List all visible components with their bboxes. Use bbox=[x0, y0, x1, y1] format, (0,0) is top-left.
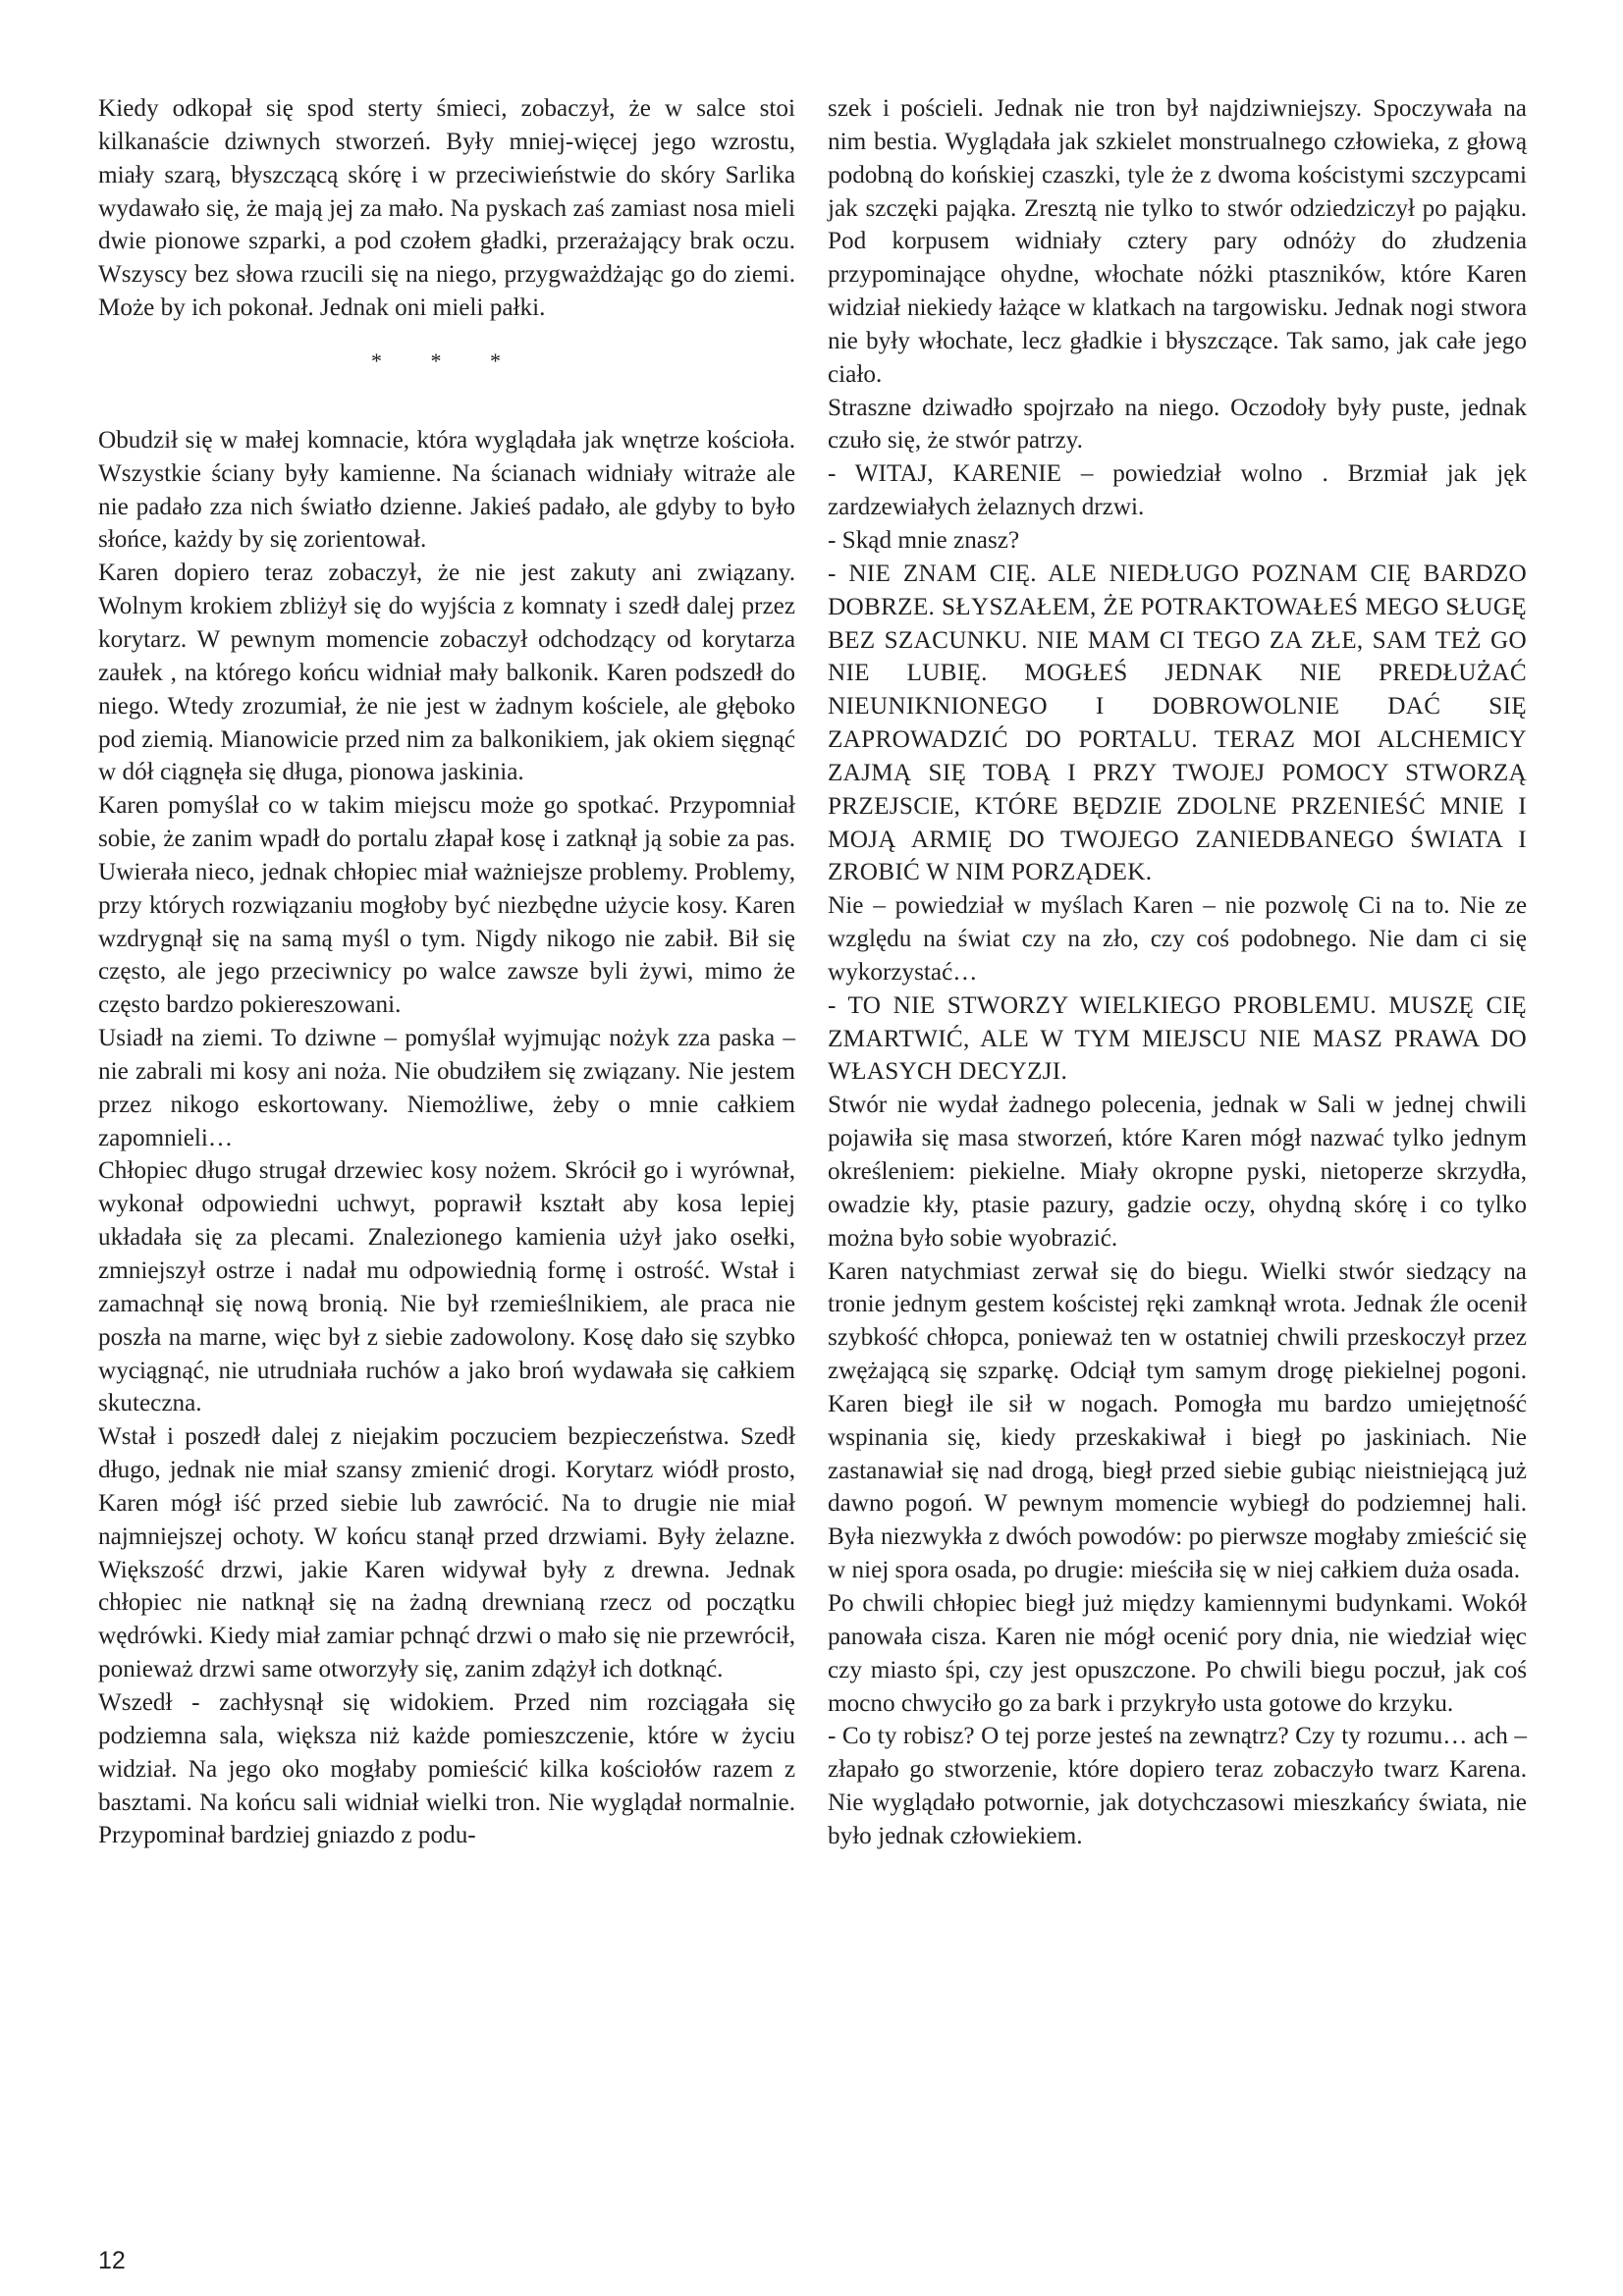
dialogue-line: - Skąd mnie znasz? bbox=[828, 526, 1020, 554]
paragraph: Chłopiec długo strugał drzewiec kosy nożem. Skrócił go i wyrównał, wykonał odpowiedni uchwyt, poprawił kształt aby kosa lepiej układała się za plecami. Znalezionego kamienia użył jako osełki, zmniejszył ostrze i nadał mu odpowiednią formę i ostrość. Wstał i zamachnął się nową bronią. Nie był rzemieślnikiem, ale praca nie poszła na marne, więc był z siebie zadowolony. Kosę dało się szybko wyciągnąć, nie utrudniała ruchów a jako broń wydawała się całkiem skuteczna. bbox=[98, 1157, 795, 1417]
dialogue-line: - Co ty robisz? O tej porze jesteś na zewnątrz? Czy ty rozumu… ach – złapało go stworzenie, które dopiero teraz zobaczyło twarz Karena. Nie wyglądało potwornie, jak dotychczasowi mieszkańcy świata, nie było jednak człowiekiem. bbox=[828, 1723, 1527, 1849]
paragraph: Obudził się w małej komnacie, która wyglądała jak wnętrze kościoła. Wszystkie ściany były kamienne. Na ścianach widniały witraże ale nie padało zza nich światło dzienne. Jakieś padało, ale gdyby to było słońce, każdy by się zorientował. bbox=[98, 426, 795, 554]
right-text-column bbox=[828, 92, 1527, 1853]
paragraph: Karen dopiero teraz zobaczył, że nie jest zakuty ani związany. Wolnym krokiem zbliżył się do wyjścia z komnaty i szedł dalej przez korytarz. W pewnym momencie zobaczył odchodzący od korytarza zaułek , na którego końcu widniał mały balkonik. Karen podszedł do niego. Wtedy zrozumiał, że nie jest w żadnym kościele, ale głęboko pod ziemią. Mianowicie przed nim za balkonikiem, jak okiem sięgnąć w dół ciągnęła się długa, pionowa jaskinia. bbox=[98, 560, 795, 786]
dialogue-line: - WITAJ, KARENIE – powiedział wolno . Brzmiał jak jęk zardzewiałych żelaznych drzwi. bbox=[828, 460, 1527, 521]
paragraph: Karen pomyślał co w takim miejscu może go spotkać. Przypomniał sobie, że zanim wpadł do portalu złapał kosę i zatknął ją sobie za pas. Uwierała nieco, jednak chłopiec miał ważniejsze problemy. Problemy, przy których rozwiązaniu mogłoby być niezbędne użycie kosy. Karen wzdrygnął się na samą myśl o tym. Nigdy nikogo nie zabił. Bił się często, ale jego przeciwnicy po walce zawsze byli żywi, mimo że często bardzo pokiereszowani. bbox=[98, 792, 795, 1019]
section-separator: * * * bbox=[371, 347, 522, 373]
paragraph: szek i pościeli. Jednak nie tron był najdziwniejszy. Spoczywała na nim bestia. Wyglądała jak szkielet monstrualnego człowieka, z głową podobną do końskiej czaszki, tyle że z dwoma kościstymi szczypcami jak szczęki pająka. Zresztą nie tylko to stwór odziedziczył po pająku. Pod korpusem widniały cztery pary odnóży do złudzenia przypominające ohydne, włochate nóżki ptaszników, które Karen widział niekiedy łażące w klatkach na targowisku. Jednak nogi stwora nie były włochate, lecz gładkie i błyszczące. Tak samo, jak całe jego ciało. bbox=[828, 95, 1527, 388]
paragraph: Wszedł - zachłysnął się widokiem. Przed nim rozciągała się podziemna sala, większa niż każde pomieszczenie, które w życiu widział. Na jego oko mogłaby pomieścić kilka kościołów razem z basztami. Na końcu sali widniał wielki tron. Nie wyglądał normalnie. Przypominał bardziej gniazdo z podu- bbox=[98, 1688, 795, 1849]
paragraph: Kiedy odkopał się spod sterty śmieci, zobaczył, że w salce stoi kilkanaście dziwnych stworzeń. Były mniej-więcej jego wzrostu, miały szarą, błyszczącą skórę i w przeciwieństwie do skóry Sarlika wydawało się, że mają jej za mało. Na pyskach zaś zamiast nosa mieli dwie pionowe szparki, a pod czołem gładki, przerażający brak oczu. Wszyscy bez słowa rzucili się na niego, przygważdżając go do ziemi. Może by ich pokonał. Jednak oni mieli pałki. bbox=[98, 95, 795, 322]
paragraph: Usiadł na ziemi. To dziwne – pomyślał wyjmując nożyk zza paska – nie zabrali mi kosy ani noża. Nie obudziłem się związany. Nie jestem przez nikogo eskortowany. Niemożliwe, żeby o mnie całkiem zapomnieli… bbox=[98, 1025, 795, 1151]
paragraph: Nie – powiedział w myślach Karen – nie pozwolę Ci na to. Nie ze względu na świat czy na zło, czy coś podobnego. Nie dam ci się wykorzystać… bbox=[828, 892, 1527, 986]
left-text-column bbox=[98, 92, 795, 1852]
dialogue-line: - NIE ZNAM CIĘ. ALE NIEDŁUGO POZNAM CIĘ BARDZO DOBRZE. SŁYSZAŁEM, ŻE POTRAKTOWAŁEŚ MEGO SŁUGĘ BEZ SZACUNKU. NIE MAM CI TEGO ZA ZŁE, SAM TEŻ GO NIE LUBIĘ. MOGŁEŚ JEDNAK NIE PREDŁUŻAĆ NIEUNIKNIONEGO I DOBROWOLNIE DAĆ SIĘ ZAPROWADZIĆ DO PORTALU. TERAZ MOI ALCHEMICY ZAJMĄ SIĘ TOBĄ I PRZY TWOJEJ POMOCY STWORZĄ PRZEJSCIE, KTÓRE BĘDZIE ZDOLNE PRZENIEŚĆ MNIE I MOJĄ ARMIĘ DO TWOJEGO ZANIEDBANEGO ŚWIATA I ZROBIĆ W NIM PORZĄDEK. bbox=[828, 560, 1527, 886]
paragraph: Karen natychmiast zerwał się do biegu. Wielki stwór siedzący na tronie jednym gestem kościstej ręki zamknął wrota. Jednak źle ocenił szybkość chłopca, ponieważ ten w ostatniej chwili przeskoczył przez zwężającą się szparkę. Odciął tym samym drogę piekielnej pogoni. Karen biegł ile sił w nogach. Pomogła mu bardzo umiejętność wspinania się, kiedy przeskakiwał i biegł po jaskiniach. Nie zastanawiał się nad drogą, biegł przed siebie gubiąc nieistniejącą już dawno pogoń. W pewnym momencie wybiegł do podziemnej hali. Była niezwykła z dwóch powodów: po pierwsze mogłaby zmieścić się w niej spora osada, po drugie: mieściła się w niej całkiem duża osada. bbox=[828, 1257, 1527, 1584]
page-number: 12 bbox=[98, 2247, 126, 2274]
paragraph: Po chwili chłopiec biegł już między kamiennymi budynkami. Wokół panowała cisza. Karen nie mógł ocenić pory dnia, nie wiedział więc czy miasto śpi, czy jest opuszczone. Po chwili biegu poczuł, jak coś mocno chwyciło go za bark i przykryło usta gotowe do krzyku. bbox=[828, 1589, 1527, 1717]
paragraph: Straszne dziwadło spojrzało na niego. Oczodoły były puste, jednak czuło się, że stwór patrzy. bbox=[828, 394, 1527, 454]
paragraph: Stwór nie wydał żadnego polecenia, jednak w Sali w jednej chwili pojawiła się masa stworzeń, które Karen mógł nazwać tylko jednym określeniem: piekielne. Miały okropne pyski, nietoperze skrzydła, owadzie kły, ptasie pazury, gadzie oczy, ohydną skórę i co tylko można było sobie wyobrazić. bbox=[828, 1092, 1527, 1252]
paragraph: Wstał i poszedł dalej z niejakim poczuciem bezpieczeństwa. Szedł długo, jednak nie miał szansy zmienić drogi. Korytarz wiódł prosto, Karen mógł iść przed siebie lub zawrócić. Na to drugie nie miał najmniejszej ochoty. W końcu stanął przed drzwiami. Były żelazne. Większość drzwi, jakie Karen widywał były z drewna. Jednak chłopiec nie natknął się na żadną drewnianą rzecz od początku wędrówki. Kiedy miał zamiar pchnąć drzwi o mało się nie przewrócił, ponieważ drzwi same otworzyły się, zanim zdążył ich dotknąć. bbox=[98, 1423, 795, 1683]
dialogue-line: - TO NIE STWORZY WIELKIEGO PROBLEMU. MUSZĘ CIĘ ZMARTWIĆ, ALE W TYM MIEJSCU NIE MASZ PRAWA DO WŁASYCH DECYZJI. bbox=[828, 991, 1527, 1086]
